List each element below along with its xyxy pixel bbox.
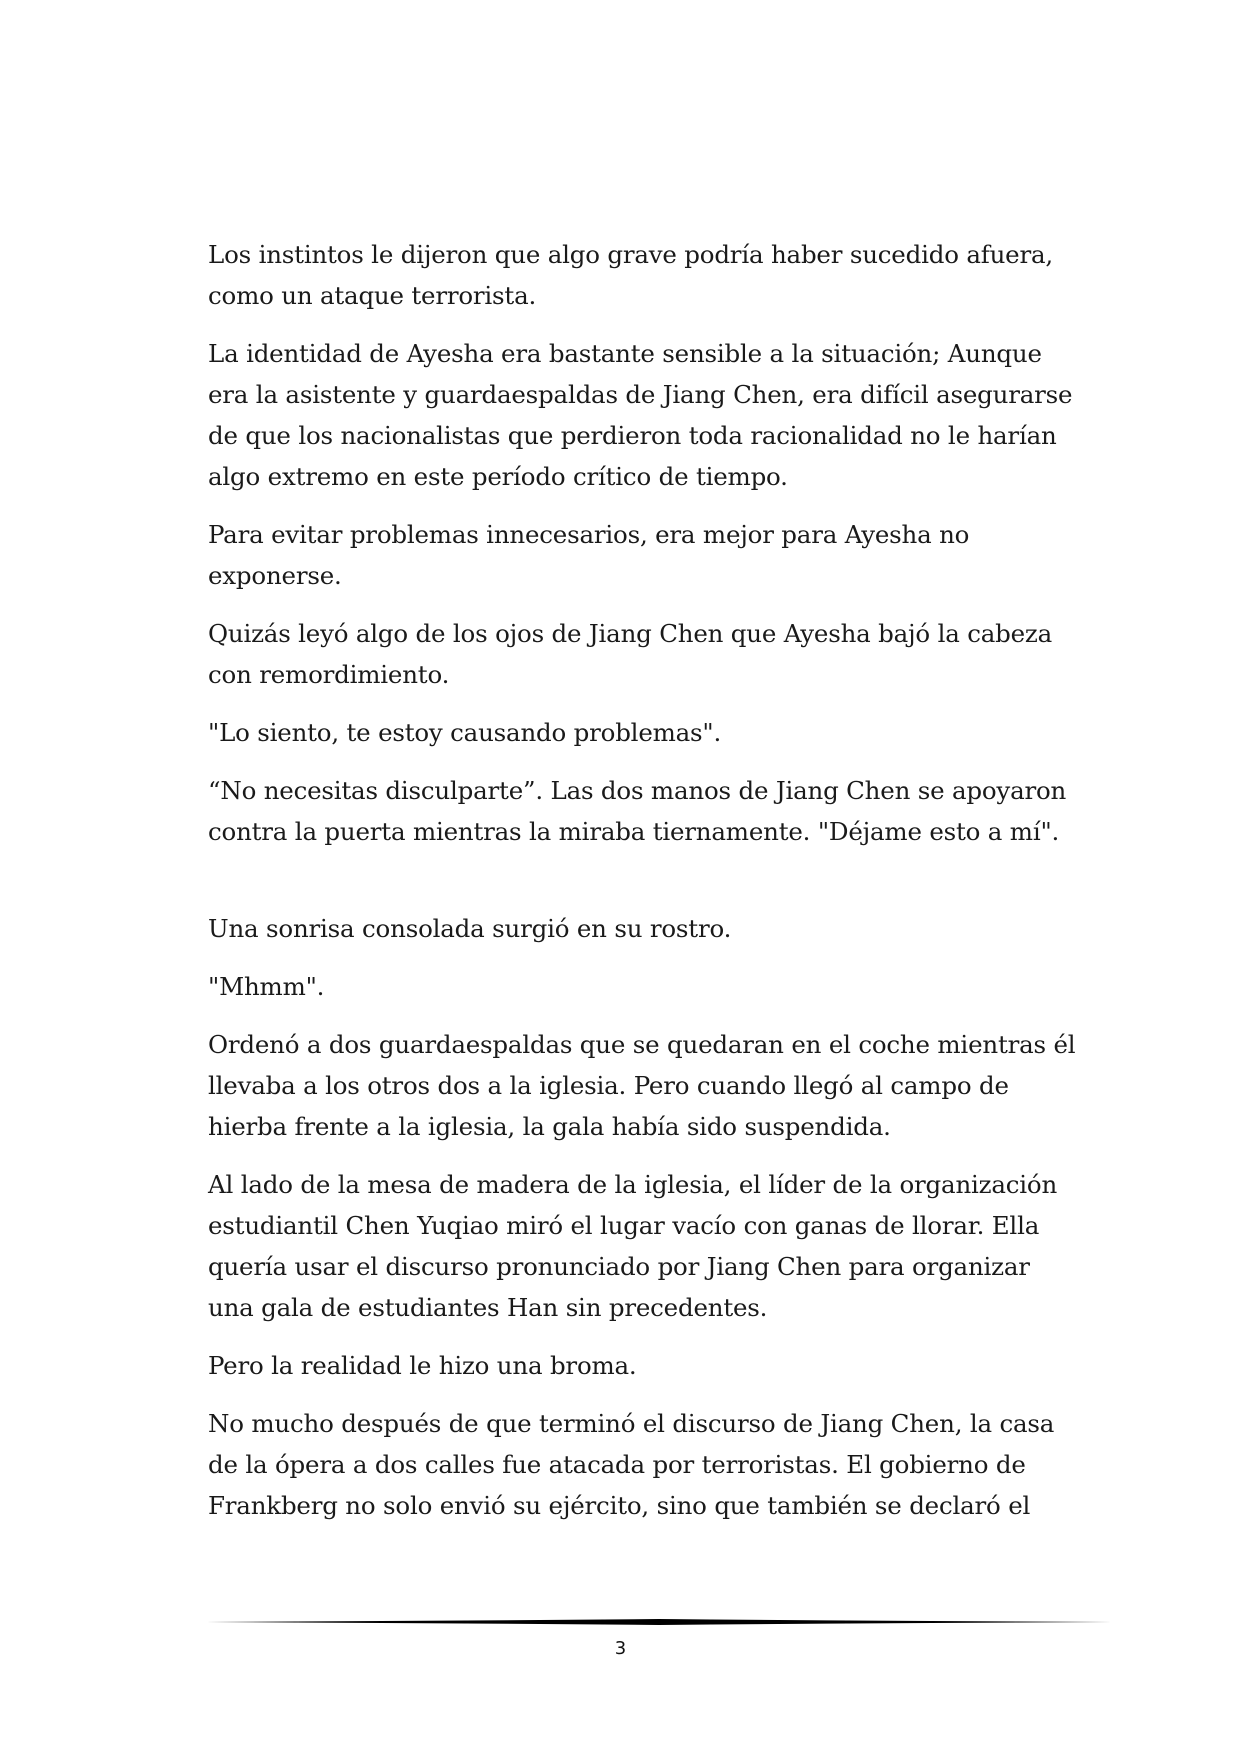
paragraph-2: La identidad de Ayesha era bastante sensible a la situación; Aunque era la asistente y guardaespaldas de Jiang Chen, era difícil asegurarse de que los nacionalistas que perdieron toda racionalidad no le harían algo extremo en este período crítico de tiempo. [208,339,1073,491]
body-text [208,234,1078,1543]
footer-rule-stroke [206,1619,1112,1625]
paragraph-5: "Lo siento, te estoy causando problemas". [208,718,722,747]
paragraph-12: No mucho después de que terminó el discurso de Jiang Chen, la casa de la ópera a dos calles fue atacada por terroristas. El gobierno de Frankberg no solo envió su ejército, sino que también se declaró el [208,1409,1055,1520]
paragraph-3: Para evitar problemas innecesarios, era mejor para Ayesha no exponerse. [208,520,970,590]
paragraph-8: "Mhmm". [208,972,325,1001]
paragraph-6: “No necesitas disculparte”. Las dos manos de Jiang Chen se apoyaron contra la puerta mientras la miraba tiernamente. "Déjame esto a mí". [208,776,1067,846]
paragraph-1: Los instintos le dijeron que algo grave podría haber sucedido afuera, como un ataque terrorista. [208,240,1053,310]
paragraph-10: Al lado de la mesa de madera de la iglesia, el líder de la organización estudiantil Chen Yuqiao miró el lugar vacío con ganas de llorar. Ella quería usar el discurso pronunciado por Jiang Chen para organizar una gala de estudiantes Han sin precedentes. [208,1170,1058,1322]
footer-rule [206,1616,1112,1628]
paragraph-11: Pero la realidad le hizo una broma. [208,1351,637,1380]
paragraph-7: Una sonrisa consolada surgió en su rostro. [208,914,732,943]
paragraph-9: Ordenó a dos guardaespaldas que se quedaran en el coche mientras él llevaba a los otros dos a la iglesia. Pero cuando llegó al campo de hierba frente a la iglesia, la gala había sido suspendida. [208,1030,1076,1141]
page-number: 3 [614,1638,627,1659]
paragraph-4: Quizás leyó algo de los ojos de Jiang Chen que Ayesha bajó la cabeza con remordimiento. [208,619,1053,689]
